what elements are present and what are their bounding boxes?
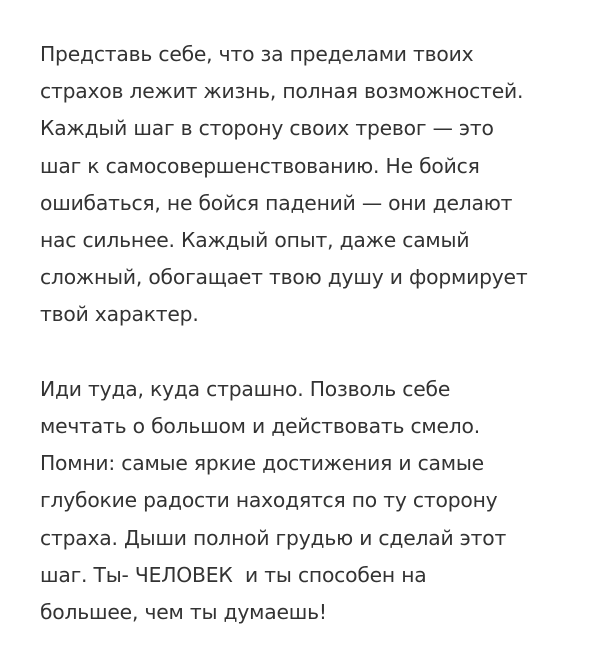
text-line: страха. Дыши полной грудью и сделай этот: [40, 525, 507, 550]
text-line: нас сильнее. Каждый опыт, даже самый: [40, 228, 470, 253]
text-line: ошибаться, не бойся падений — они делают: [40, 190, 513, 215]
text-line: шаг. Ты- ЧЕЛОВЕК и ты способен на: [40, 562, 427, 587]
text-line: шаг к самосовершенствованию. Не бойся: [40, 153, 480, 178]
paragraph-2: [40, 371, 570, 631]
text-line: твой характер.: [40, 302, 199, 327]
text-line: Иди туда, куда страшно. Позволь себе: [40, 376, 451, 401]
text-line: сложный, обогащает твою душу и формирует: [40, 265, 528, 290]
paragraph-1: [40, 36, 570, 334]
text-line: страхов лежит жизнь, полная возможностей.: [40, 79, 524, 104]
text-line: Каждый шаг в сторону своих тревог — это: [40, 116, 494, 141]
text-line: мечтать о большом и действовать смело.: [40, 414, 480, 439]
text-line: большее, чем ты думаешь!: [40, 600, 327, 625]
text-line: глубокие радости находятся по ту сторону: [40, 488, 498, 513]
text-line: Представь себе, что за пределами твоих: [40, 42, 474, 66]
text-line: Помни: самые яркие достижения и самые: [40, 451, 484, 476]
note-text-body: [40, 36, 570, 631]
